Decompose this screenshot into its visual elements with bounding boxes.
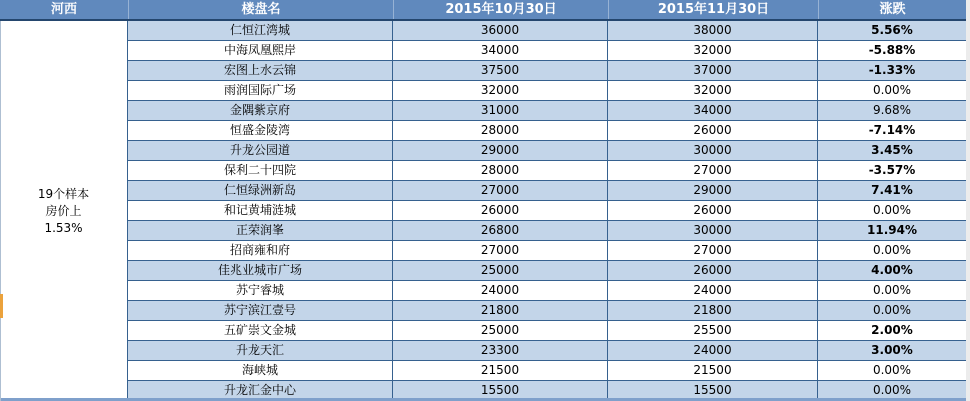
table-row: [128, 101, 966, 121]
table-row: [128, 81, 966, 101]
oct-price-cell: 27000: [393, 241, 608, 260]
oct-price-cell: 15500: [393, 381, 608, 400]
property-name-cell: 和记黄埔涟城: [128, 201, 393, 220]
nov-price-cell: 34000: [608, 101, 818, 120]
table-row: [128, 41, 966, 61]
nov-price-cell: 24000: [608, 281, 818, 300]
oct-price-cell: 25000: [393, 261, 608, 280]
property-name-cell: 升龙汇金中心: [128, 381, 393, 400]
change-cell: 0.00%: [872, 303, 912, 317]
oct-price-cell: 21500: [393, 361, 608, 380]
nov-price-cell: 27000: [608, 241, 818, 260]
oct-price-cell: 26800: [393, 221, 608, 240]
oct-price-cell: 37500: [393, 61, 608, 80]
change-cell: 11.94%: [867, 223, 917, 237]
left-edge-line: [0, 21, 1, 401]
region-summary-line-1: 19个样本: [37, 186, 90, 201]
oct-price-cell: 36000: [393, 21, 608, 40]
oct-price-cell: 32000: [393, 81, 608, 100]
change-cell: 5.56%: [871, 23, 913, 37]
table-row: [128, 301, 966, 321]
property-name-cell: 恒盛金陵湾: [128, 121, 393, 140]
region-summary-line-2: 房价上: [45, 203, 82, 218]
table-rows: [128, 21, 966, 401]
oct-price-cell: 27000: [393, 181, 608, 200]
right-page-edge: [966, 0, 970, 401]
nov-price-cell: 15500: [608, 381, 818, 400]
property-name-cell: 金隅紫京府: [128, 101, 393, 120]
nov-price-cell: 38000: [608, 21, 818, 40]
region-summary-cell: [0, 21, 128, 401]
header-region: 河西: [50, 2, 77, 17]
table-row: [128, 221, 966, 241]
change-cell: 7.41%: [871, 183, 913, 197]
table-row: [128, 181, 966, 201]
nov-price-cell: 21500: [608, 361, 818, 380]
oct-price-cell: 34000: [393, 41, 608, 60]
table-body: [0, 21, 966, 401]
oct-price-cell: 21800: [393, 301, 608, 320]
table-row: [128, 61, 966, 81]
nov-price-cell: 30000: [608, 221, 818, 240]
table-row: [128, 361, 966, 381]
property-name-cell: 升龙公园道: [128, 141, 393, 160]
oct-price-cell: 26000: [393, 201, 608, 220]
table-row: [128, 281, 966, 301]
oct-price-cell: 28000: [393, 121, 608, 140]
property-name-cell: 海峡城: [128, 361, 393, 380]
property-name-cell: 苏宁睿城: [128, 281, 393, 300]
nov-price-cell: 32000: [608, 41, 818, 60]
table-row: [128, 201, 966, 221]
property-name-cell: 仁恒江湾城: [128, 21, 393, 40]
oct-price-cell: 24000: [393, 281, 608, 300]
header-date-nov: 2015年11月30日: [608, 0, 818, 19]
property-name-cell: 雨润国际广场: [128, 81, 393, 100]
header-property-name: 楼盘名: [128, 0, 393, 19]
nov-price-cell: 26000: [608, 121, 818, 140]
nov-price-cell: 26000: [608, 261, 818, 280]
nov-price-cell: 37000: [608, 61, 818, 80]
region-summary-line-3: 1.53%: [44, 220, 83, 235]
table-row: [128, 21, 966, 41]
change-cell: 0.00%: [872, 363, 912, 377]
change-cell: 0.00%: [872, 383, 912, 397]
change-cell: 3.45%: [871, 143, 913, 157]
property-name-cell: 中海凤凰熙岸: [128, 41, 393, 60]
table-row: [128, 161, 966, 181]
nov-price-cell: 32000: [608, 81, 818, 100]
nov-price-cell: 26000: [608, 201, 818, 220]
table-row: [128, 321, 966, 341]
property-name-cell: 保利二十四院: [128, 161, 393, 180]
change-cell: 0.00%: [872, 283, 912, 297]
change-cell: 0.00%: [872, 83, 912, 97]
change-cell: 9.68%: [872, 103, 912, 117]
header-change: 涨跌: [818, 0, 966, 19]
change-cell: 0.00%: [872, 243, 912, 257]
change-cell: 0.00%: [872, 203, 912, 217]
header-date-oct: 2015年10月30日: [393, 0, 608, 19]
change-cell: -7.14%: [868, 123, 916, 137]
property-name-cell: 正荣润峯: [128, 221, 393, 240]
oct-price-cell: 28000: [393, 161, 608, 180]
nov-price-cell: 30000: [608, 141, 818, 160]
nov-price-cell: 25500: [608, 321, 818, 340]
nov-price-cell: 29000: [608, 181, 818, 200]
property-name-cell: 苏宁滨江壹号: [128, 301, 393, 320]
table-row: [128, 341, 966, 361]
nov-price-cell: 24000: [608, 341, 818, 360]
change-cell: 3.00%: [871, 343, 913, 357]
oct-price-cell: 29000: [393, 141, 608, 160]
property-name-cell: 佳兆业城市广场: [128, 261, 393, 280]
change-cell: -5.88%: [868, 43, 916, 57]
table-row: [128, 141, 966, 161]
change-cell: -3.57%: [868, 163, 916, 177]
property-name-cell: 招商雍和府: [128, 241, 393, 260]
table-row: [128, 121, 966, 141]
table-header-row: [0, 0, 966, 21]
property-name-cell: 五矿崇文金城: [128, 321, 393, 340]
oct-price-cell: 31000: [393, 101, 608, 120]
table-row: [128, 241, 966, 261]
change-cell: 2.00%: [871, 323, 913, 337]
property-name-cell: 仁恒绿洲新岛: [128, 181, 393, 200]
change-cell: -1.33%: [868, 63, 916, 77]
change-cell: 4.00%: [871, 263, 913, 277]
nov-price-cell: 21800: [608, 301, 818, 320]
orange-marker: [0, 294, 3, 318]
oct-price-cell: 25000: [393, 321, 608, 340]
table-row: [128, 261, 966, 281]
property-name-cell: 升龙天汇: [128, 341, 393, 360]
property-name-cell: 宏图上水云锦: [128, 61, 393, 80]
nov-price-cell: 27000: [608, 161, 818, 180]
oct-price-cell: 23300: [393, 341, 608, 360]
